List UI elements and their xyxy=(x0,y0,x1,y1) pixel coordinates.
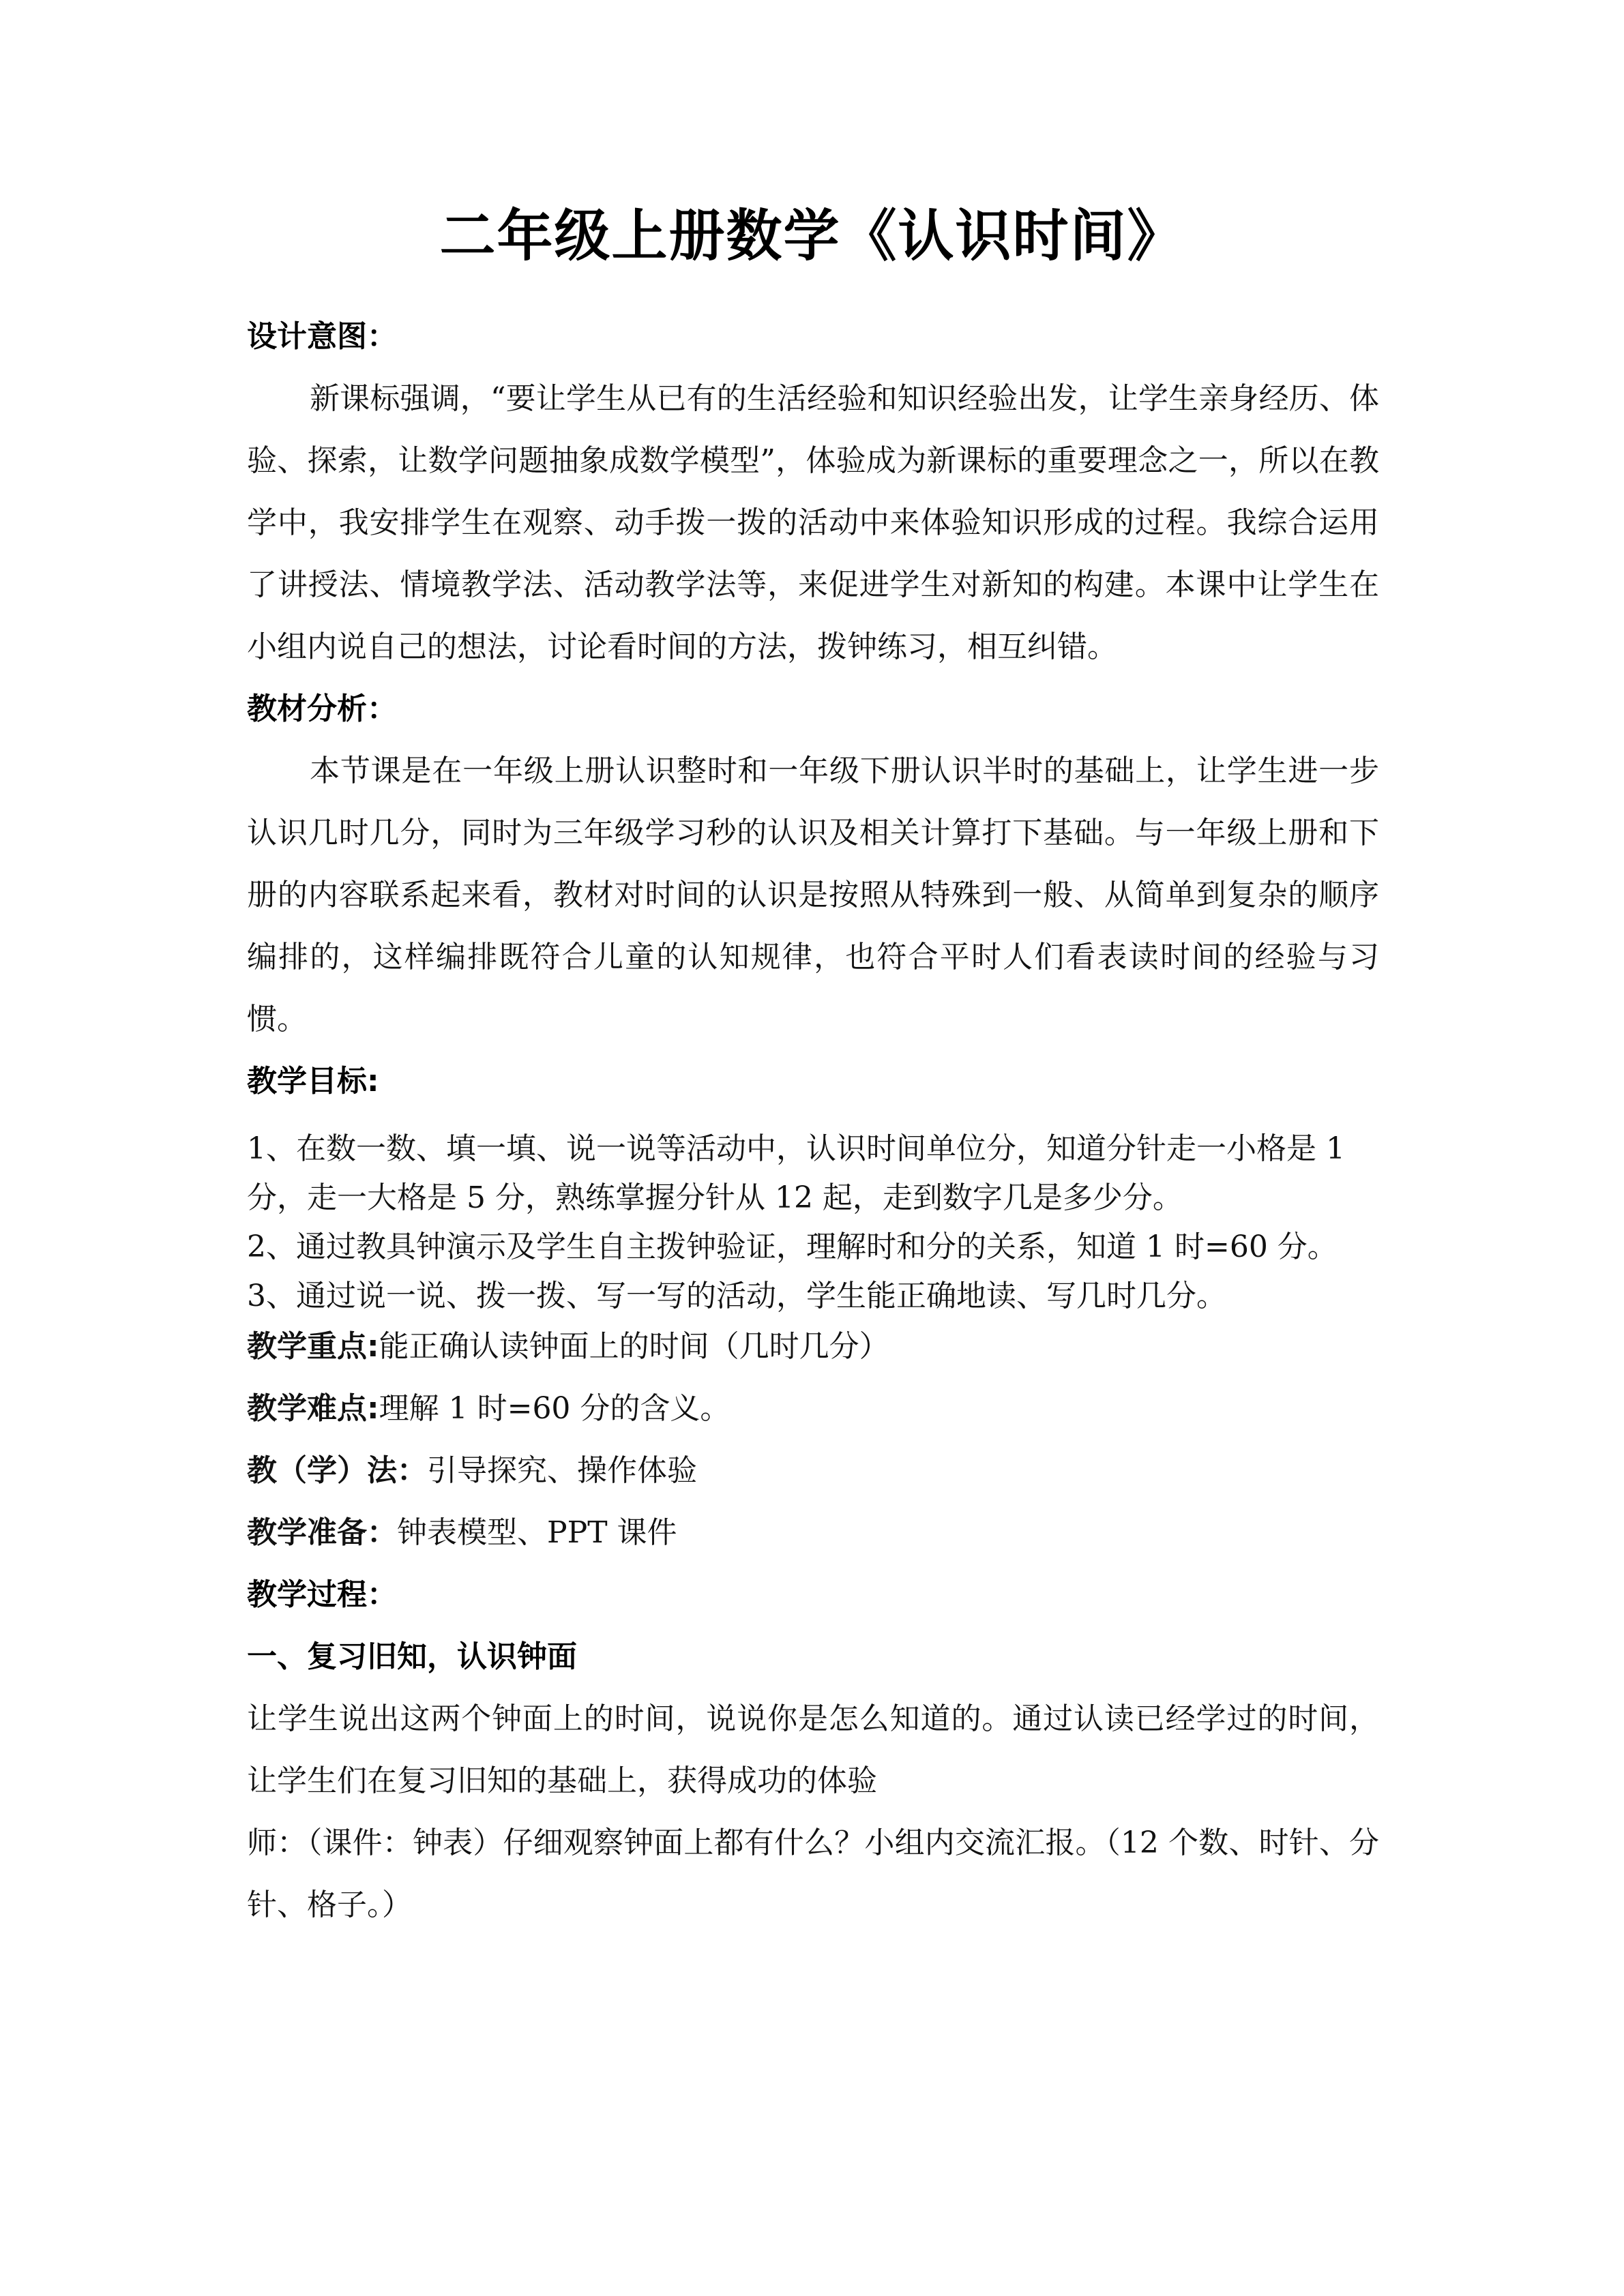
difficulty-value: 理解 1 时=60 分的含义。 xyxy=(379,1391,730,1426)
teaching-goal-item: 2、通过教具钟演示及学生自主拨钟验证，理解时和分的关系，知道 1 时=60 分。 xyxy=(247,1229,1338,1264)
design-intent-heading: 设计意图： xyxy=(247,319,397,354)
teaching-goal-item: 1、在数一数、填一填、说一说等活动中，认识时间单位分，知道分针走一小格是 1 分，走一大格是 5 分，熟练掌握分针从 12 起，走到数字几是多少分。 xyxy=(247,1131,1345,1215)
teaching-goals-heading: 教学目标: xyxy=(247,1064,379,1099)
section-one-paragraph: 让学生说出这两个钟面上的时间，说说你是怎么知道的。通过认读已经学过的时间，让学生们在复习旧知的基础上，获得成功的体验 xyxy=(247,1701,1379,1798)
key-point-label: 教学重点: xyxy=(247,1329,379,1364)
material-analysis-heading: 教材分析： xyxy=(247,691,397,726)
section-one-heading: 一、复习旧知，认识钟面 xyxy=(247,1639,577,1674)
preparation-label: 教学准备： xyxy=(247,1515,397,1550)
key-point-line xyxy=(247,1315,1379,1377)
document-body xyxy=(247,305,1379,1936)
material-analysis-paragraph: 本节课是在一年级上册认识整时和一年级下册认识半时的基础上，让学生进一步认识几时几分，同时为三年级学习秒的认识及相关计算打下基础。与一年级上册和下册的内容联系起来看，教材对时间的认识是按照从特殊到一般、从简单到复杂的顺序编排的，这样编排既符合儿童的认知规律，也符合平时人们看表读时间的经验与习惯。 xyxy=(247,754,1379,1037)
method-value: 引导探究、操作体验 xyxy=(427,1453,697,1488)
teaching-goal-item: 3、通过说一说、拨一拨、写一写的活动，学生能正确地读、写几时几分。 xyxy=(247,1279,1226,1313)
preparation-line xyxy=(247,1502,1379,1564)
design-intent-paragraph: 新课标强调，“要让学生从已有的生活经验和知识经验出发，让学生亲身经历、体验、探索，让数学问题抽象成数学模型”，体验成为新课标的重要理念之一，所以在教学中，我安排学生在观察、动手拨一拨的活动中来体验知识形成的过程。我综合运用了讲授法、情境教学法、活动教学法等，来促进学生对新知的构建。本课中让学生在小组内说自己的想法，讨论看时间的方法，拨钟练习，相互纠错。 xyxy=(247,381,1379,664)
difficulty-label: 教学难点: xyxy=(247,1391,379,1426)
teaching-goals-list xyxy=(247,1124,1379,1321)
teaching-process-heading: 教学过程： xyxy=(247,1577,397,1612)
preparation-value: 钟表模型、PPT 课件 xyxy=(397,1515,677,1550)
key-point-value: 能正确认读钟面上的时间（几时几分） xyxy=(379,1329,889,1364)
method-line xyxy=(247,1440,1379,1502)
document-title: 二年级上册数学《认识时间》 xyxy=(439,204,1185,269)
section-one-teacher-paragraph: 师：（课件：钟表）仔细观察钟面上都有什么？小组内交流汇报。（12 个数、时针、分针、格子。） xyxy=(247,1825,1379,1922)
difficulty-line xyxy=(247,1377,1379,1440)
method-label: 教（学）法： xyxy=(247,1453,427,1488)
